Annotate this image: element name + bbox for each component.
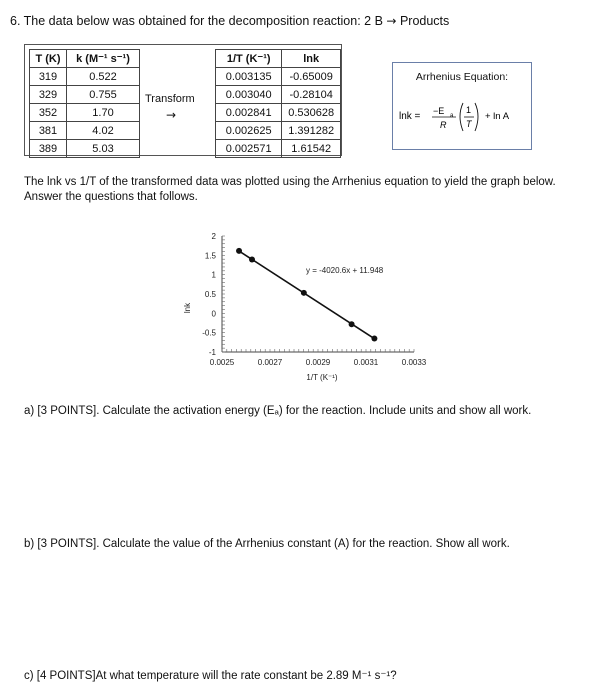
header-temperature: T (K) — [30, 50, 67, 68]
y-tick-label: 0.5 — [204, 290, 216, 299]
y-tick-label: 1 — [211, 270, 216, 280]
cell: 4.02 — [67, 122, 140, 140]
table-row — [216, 86, 341, 104]
paragraph-line-2: Answer the questions that follows. — [24, 191, 198, 203]
formula-subscript: a — [450, 113, 454, 119]
cell: 0.522 — [67, 68, 140, 86]
paragraph-line-1: The lnk vs 1/T of the transformed data was plotted using the Arrhenius equation to yield the graph below. — [24, 176, 556, 188]
cell: 329 — [30, 86, 67, 104]
cell: 352 — [30, 104, 67, 122]
table-row — [30, 86, 140, 104]
x-tick-label: 0.0027 — [257, 358, 283, 367]
transform-label: Transform — [145, 93, 195, 105]
y-axis-label: lnk — [183, 302, 192, 314]
question-title-text: 6. The data below was obtained for the decomposition reaction: 2 B — [10, 14, 383, 28]
cell: 1.391282 — [282, 122, 341, 140]
cell: 0.003040 — [216, 86, 282, 104]
data-point — [236, 248, 242, 254]
cell: 381 — [30, 122, 67, 140]
cell: 319 — [30, 68, 67, 86]
right-paren-icon — [475, 103, 478, 131]
question-c: c) [4 POINTS]At what temperature will the rate constant be 2.89 M⁻¹ s⁻¹? — [24, 670, 397, 682]
x-tick-label: 0.0033 — [401, 358, 427, 367]
y-tick-label: -1 — [208, 348, 216, 357]
y-tick-label: 0 — [211, 309, 216, 319]
table-row — [30, 68, 140, 86]
table-row — [30, 104, 140, 122]
chart-layer — [183, 232, 427, 382]
y-tick-label: 2 — [211, 232, 216, 241]
question-title — [10, 14, 449, 28]
table-row — [30, 140, 140, 158]
data-point — [249, 257, 255, 263]
cell: 0.755 — [67, 86, 140, 104]
cell: -0.28104 — [282, 86, 341, 104]
x-tick-label: 0.0025 — [209, 358, 235, 367]
transformed-data-table — [215, 49, 341, 158]
cell: 5.03 — [67, 140, 140, 158]
cell: 389 — [30, 140, 67, 158]
products-text: Products — [399, 14, 450, 28]
transform-arrow-icon: → — [166, 108, 177, 122]
formula-numerator: −E — [433, 106, 445, 116]
transformed-table-header-row — [216, 50, 341, 68]
data-point — [301, 290, 307, 296]
question-b: b) [3 POINTS]. Calculate the value of the Arrhenius constant (A) for the reaction. Show all work. — [24, 538, 510, 550]
arrhenius-title: Arrhenius Equation: — [415, 71, 509, 83]
table-row — [216, 104, 341, 122]
equation-label: y = -4020.6x + 11.948 — [306, 266, 384, 275]
formula-denominator: R — [440, 120, 447, 130]
arrhenius-formula — [397, 95, 527, 141]
formula-lhs: lnk = — [399, 111, 421, 122]
header-rate-constant: k (M⁻¹ s⁻¹) — [67, 50, 140, 68]
cell: 1.61542 — [282, 140, 341, 158]
arrhenius-plot — [160, 222, 450, 397]
cell: 0.530628 — [282, 104, 341, 122]
cell: 1.70 — [67, 104, 140, 122]
cell: -0.65009 — [282, 68, 341, 86]
paren-denominator: T — [466, 119, 472, 129]
question-a: a) [3 POINTS]. Calculate the activation energy (Eₐ) for the reaction. Include units and show all work. — [24, 405, 532, 417]
y-tick-label: 1.5 — [204, 251, 216, 261]
reaction-arrow-icon: → — [386, 14, 397, 28]
header-lnk: lnk — [282, 50, 341, 68]
header-inverse-temperature: 1/T (K⁻¹) — [216, 50, 282, 68]
cell: 0.002571 — [216, 140, 282, 158]
table-row — [216, 140, 341, 158]
paren-numerator: 1 — [466, 105, 472, 115]
cell: 0.003135 — [216, 68, 282, 86]
formula-rhs: + ln A — [485, 111, 510, 122]
table-row — [30, 122, 140, 140]
raw-table-header-row — [30, 50, 140, 68]
cell: 0.002841 — [216, 104, 282, 122]
cell: 0.002625 — [216, 122, 282, 140]
left-paren-icon — [460, 103, 463, 131]
table-row — [216, 68, 341, 86]
arrhenius-equation-box — [392, 62, 532, 150]
instruction-paragraph — [24, 175, 614, 205]
data-point — [371, 335, 377, 341]
raw-data-table — [29, 49, 140, 158]
table-row — [216, 122, 341, 140]
x-axis-label: 1/T (K⁻¹) — [306, 373, 338, 382]
x-tick-label: 0.0031 — [353, 358, 379, 367]
y-tick-label: -0.5 — [202, 328, 216, 338]
data-tables-box — [24, 44, 342, 156]
x-tick-label: 0.0029 — [305, 358, 331, 367]
data-point — [349, 321, 355, 327]
